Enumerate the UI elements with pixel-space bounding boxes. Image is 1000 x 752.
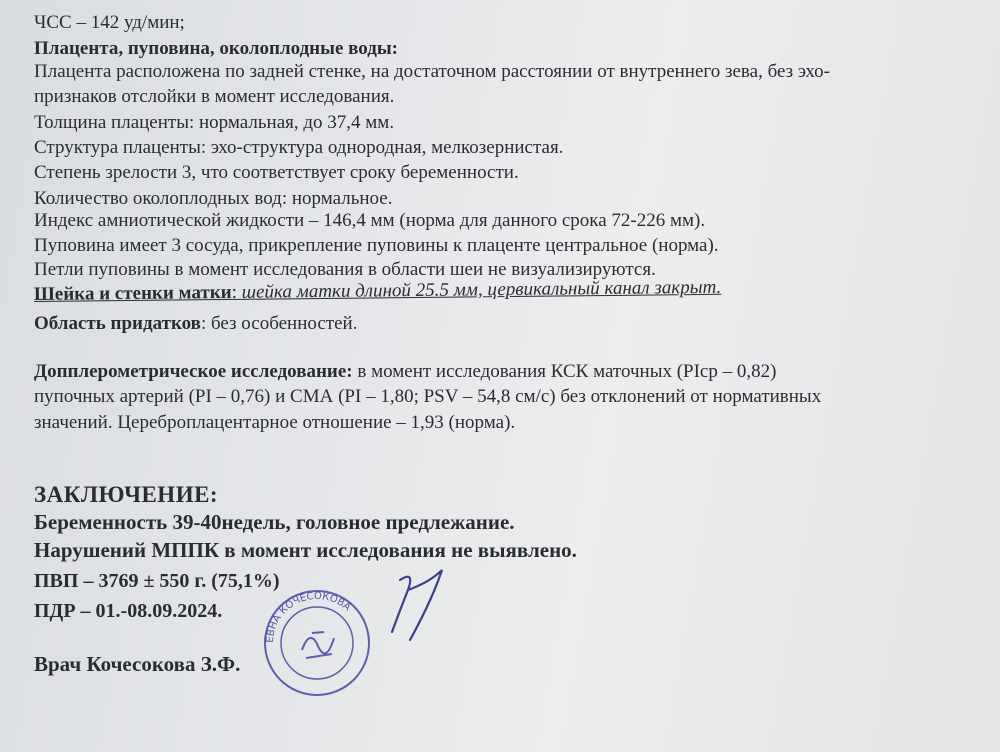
cervix-value: шейка матки длиной 25.5 мм, цервикальный канал закрыт. <box>241 276 722 303</box>
placenta-heading: Плацента, пуповина, околоплодные воды: <box>34 38 399 59</box>
cervix-label: Шейка и стенки матки <box>33 281 232 305</box>
placenta-structure-line: Структура плаценты: эхо-структура однородная, мелкозернистая. <box>34 137 564 158</box>
fluid-amount-line: Количество околоплодных вод: нормальное. <box>34 188 393 209</box>
placenta-maturity-line: Степень зрелости 3, что соответствует сроку беременности. <box>34 162 519 183</box>
cervix-line: Шейка и стенки матки: шейка матки длиной 25.5 мм, цервикальный канал закрыт. <box>33 276 722 305</box>
stamp-seal <box>262 588 372 698</box>
doppler-line-1 <box>34 361 776 383</box>
conclusion-due-date: ПДР – 01.-08.09.2024. <box>34 600 223 622</box>
conclusion-weight: ПВП – 3769 ± 550 г. (75,1%) <box>34 570 280 592</box>
adnexa-label: Область придатков <box>34 313 201 334</box>
doppler-label: Допплерометрическое исследование: <box>34 361 353 382</box>
doppler-text-1: в момент исследования КСК маточных (PIср – 0,82) <box>352 361 777 382</box>
placenta-location-line-1: Плацента расположена по задней стенке, на достаточном расстоянии от внутреннего зева, без эхо- <box>34 61 830 82</box>
placenta-location-line-2: признаков отслойки в момент исследования. <box>34 86 395 107</box>
cord-vessels-line: Пуповина имеет 3 сосуда, прикрепление пуповины к плаценте центральное (норма). <box>34 235 719 256</box>
adnexa-value: : без особенностей. <box>200 313 358 334</box>
stamp-text: ЕВНА КОЧЕСОКОВА <box>264 590 353 644</box>
heart-rate-line: ЧСС – 142 уд/мин; <box>34 12 185 33</box>
doctor-name: Врач Кочесокова З.Ф. <box>34 652 241 676</box>
conclusion-mppk: Нарушений МППК в момент исследования не выявлено. <box>34 538 577 562</box>
signature <box>370 560 460 650</box>
conclusion-heading: ЗАКЛЮЧЕНИЕ: <box>34 482 219 507</box>
cord-loops-line: Петли пуповины в момент исследования в области шеи не визуализируются. <box>34 259 656 280</box>
adnexa-line <box>34 313 357 335</box>
amniotic-index-line: Индекс амниотической жидкости – 146,4 мм (норма для данного срока 72-226 мм). <box>34 210 706 231</box>
placenta-thickness-line: Толщина плаценты: нормальная, до 37,4 мм. <box>34 112 395 133</box>
doppler-line-2: пупочных артерий (PI – 0,76) и СМА (PI – 1,80; PSV – 54,8 см/с) без отклонений от нормативных <box>34 386 822 407</box>
doppler-line-3: значений. Цереброплацентарное отношение – 1,93 (норма). <box>34 412 516 433</box>
svg-text:ЕВНА КОЧЕСОКОВА <box>265 591 353 643</box>
conclusion-pregnancy: Беременность 39-40недель, головное предлежание. <box>34 510 515 534</box>
